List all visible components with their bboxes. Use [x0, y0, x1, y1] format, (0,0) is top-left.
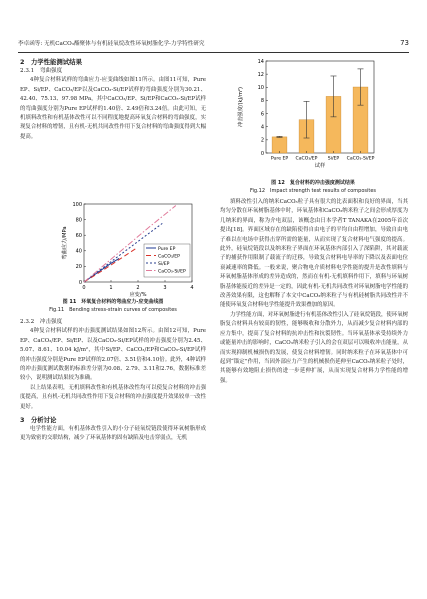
x-tick-label: 4: [190, 285, 194, 291]
x-axis-label: 试样: [314, 163, 326, 169]
y-tick-label: 4: [260, 124, 264, 131]
figure-12-caption-cn: 图 12 复合材料的冲击强度测试结果: [271, 180, 355, 186]
x-tick-label: 3: [163, 285, 167, 291]
y-tick-label: 12: [257, 71, 264, 78]
figure-12-caption: [218, 180, 408, 195]
x-tick-label: CaCO₃-Si/EP: [346, 156, 375, 162]
y-tick-label: 10: [257, 85, 264, 92]
series-line: [84, 258, 119, 282]
y-tick-label: 100: [72, 201, 82, 208]
legend-label: CaCO₃/EP: [158, 254, 180, 260]
series-line: [84, 249, 135, 282]
y-tick-label: 20: [75, 264, 82, 271]
y-axis-label: 弯曲应力/MPa: [62, 226, 68, 260]
left-column-top: [20, 57, 206, 142]
paragraph-bending: 4种复合材料试样的弯曲应力-应变曲线如图11所示。由图11可知，Pure EP、Si/EP、CaCO₃/EP以及CaCO₃-Si/EP试样的弯曲强度分别为30.21、42.40、75.13、97.98 MPa，其中CaCO₃/EP、Si/EP和CaCO₃-Si/EP试样的弯曲强度分别为Pure EP试样的1.40倍、2.49倍和3.24倍。由此可知，无机填料改性和有机基体改性可以不同程度地提高环氧复合材料的弯曲强度，实现复合材料的增韧，且有机-无机共同改性作用下复合材料的弯曲强度得到大幅提高。: [20, 77, 206, 140]
figure-11-caption: [20, 299, 206, 314]
figure-11-line-chart: [58, 198, 198, 298]
x-tick-label: 0: [82, 285, 86, 291]
figure-11-caption-en: Fig.11 Bending stress-strain curves of composites: [49, 306, 177, 313]
section-2-1-heading: 2.3.1 弯曲强度: [20, 68, 63, 74]
legend-label: CaCO₃-Si/EP: [158, 269, 186, 275]
section-3-heading: 3 分析讨论: [20, 416, 57, 425]
paragraph-impact-summary: 以上结果表明，无机填料改性和有机基体改性均可以使复合材料的冲击强度提高，且有机-无机共同改性作用下复合材料的冲击强度提升效果较单一改性更好。: [20, 384, 206, 410]
y-tick-label: 6: [260, 111, 264, 118]
legend-label: Pure EP: [158, 246, 176, 252]
y-tick-label: 80: [75, 217, 82, 224]
figure-12-bar-chart: [232, 55, 382, 179]
paragraph-mechanical-mechanism: 力学性能方面，对环氧树脂进行有机基体改性引入了硅氧烷链段，使环氧树脂复合材料具有较高的韧性，能够吸收和分散外力，从而减少复合材料内部的应力集中，提高了复合材料的抗冲击性和抗裂韧性。当环氧基体承受持续外力或能量冲击的影响时，CaCO₃纳米粒子引入的会在双层可以吸收冲击能量，从而实现抑制机械损伤的发展，使复合材料增韧。同时纳米粒子在环氧基体中可起到“锚定”作用，当因外部应力产生的机械损伤延伸至CaCO₃纳米粒子处时，其能够有效地阻止损伤的进一步延伸扩展，从而实现复合材料力学性能的增强。: [220, 311, 408, 384]
x-tick-label: Pure EP: [270, 156, 289, 162]
right-column: [220, 198, 408, 386]
y-tick-label: 40: [75, 248, 82, 255]
x-tick-label: CaCO₃/EP: [295, 156, 318, 162]
y-tick-label: 14: [257, 58, 264, 65]
x-axis-label: 应变/%: [129, 292, 147, 298]
paragraph-discussion-electrical: 电学性能方面，有机基体改性引入的小分子硅氧烷链段使得环氧树脂形成更为致密的交联结构，减少了环氧基体的固有缺陷及电击穿弱点，无机: [20, 426, 206, 442]
left-column-bottom: [20, 318, 206, 444]
section-2-heading: 2 力学性能测试结果: [20, 58, 82, 66]
x-tick-label: 2: [136, 285, 140, 291]
y-tick-label: 8: [260, 98, 264, 105]
y-tick-label: 0: [78, 279, 82, 286]
y-tick-label: 60: [75, 233, 82, 239]
bar: [272, 137, 287, 153]
x-tick-label: 1: [109, 285, 113, 291]
paragraph-impact: 4种复合材料试样的冲击强度测试结果如图12所示。由图12可知，Pure EP、CaCO₃/EP、Si/EP、以及CaCO₃-Si/EP试样的冲击强度分别为2.45、5.07、8.61、10.04 kJ/m²，其中Si/EP、CaCO₃/EP和CaCO₃-Si/EP试样的冲击强度分别是Pure EP试样的2.07倍、3.51倍和4.10倍。此外，4种试样的冲击强度测试数据的标准差分别为0.08、2.79、3.11和2.76，数据标准差较小，说明测试结果较为准确。: [20, 328, 206, 382]
section-2-2-heading: 2.3.2 冲击强度: [20, 319, 63, 325]
header-title: 李卓函等: 无机CaCO₃酯聚体与有机硅氧烷改性环氧树脂化学-力学特性研究: [18, 41, 205, 47]
x-tick-label: Si/EP: [327, 156, 340, 162]
figure-12-caption-en: Fig.12 Impact strength test results of composites: [249, 187, 377, 194]
figure-11-caption-cn: 图 11 环氧复合材料的弯曲应力-应变曲线图: [62, 299, 164, 305]
running-header: [18, 39, 409, 53]
paragraph-electrical-mechanism: 填料改性引入的纳米CaCO₃粒子具有很大的比表面积和良好的界面，当其均匀分散在环氧树脂基体中时，环氧基体和CaCO₃纳米粒子之间会形成厚度为几纳米的界面，称为介电双层，该概念由日本学者T TANAKA在2005年首次提出[18]。界面区域存在的缺陷使得自由电子的平均自由程增加，导致自由电子难以在电场中获得击穿所需的能量，从而实现了复合材料电气强度的提高。此外，硅氧烷链段以及纳米粒子界面在环氧基体内部引入了深陷阱，其对载流子的捕获作用限制了载流子的迁移，导致复合材料电导率的下降以及表面电位衰减速率的降低。一般来说，聚合物电介质材料电学性能的提升是改性填料与环氧树脂基体形成的差异造成的，然而在有机-无机填料作用下，填料与环氧树脂基体能接近的差异是一定的，因此有机-无机共同改性对环氧树脂电学性能的改善效果有限，这也解释了本文中CaCO₃纳米粒子与有机硅树脂共同改性并不能使环氧复合材料电学性能提升效果叠加的原因。: [220, 199, 408, 309]
y-tick-label: 2: [260, 137, 264, 144]
y-tick-label: 0: [260, 150, 264, 157]
page-number: 73: [400, 39, 409, 47]
legend-label: Si/EP: [158, 261, 170, 267]
y-axis-label: 冲击强度/(kJ/m²): [238, 87, 244, 127]
